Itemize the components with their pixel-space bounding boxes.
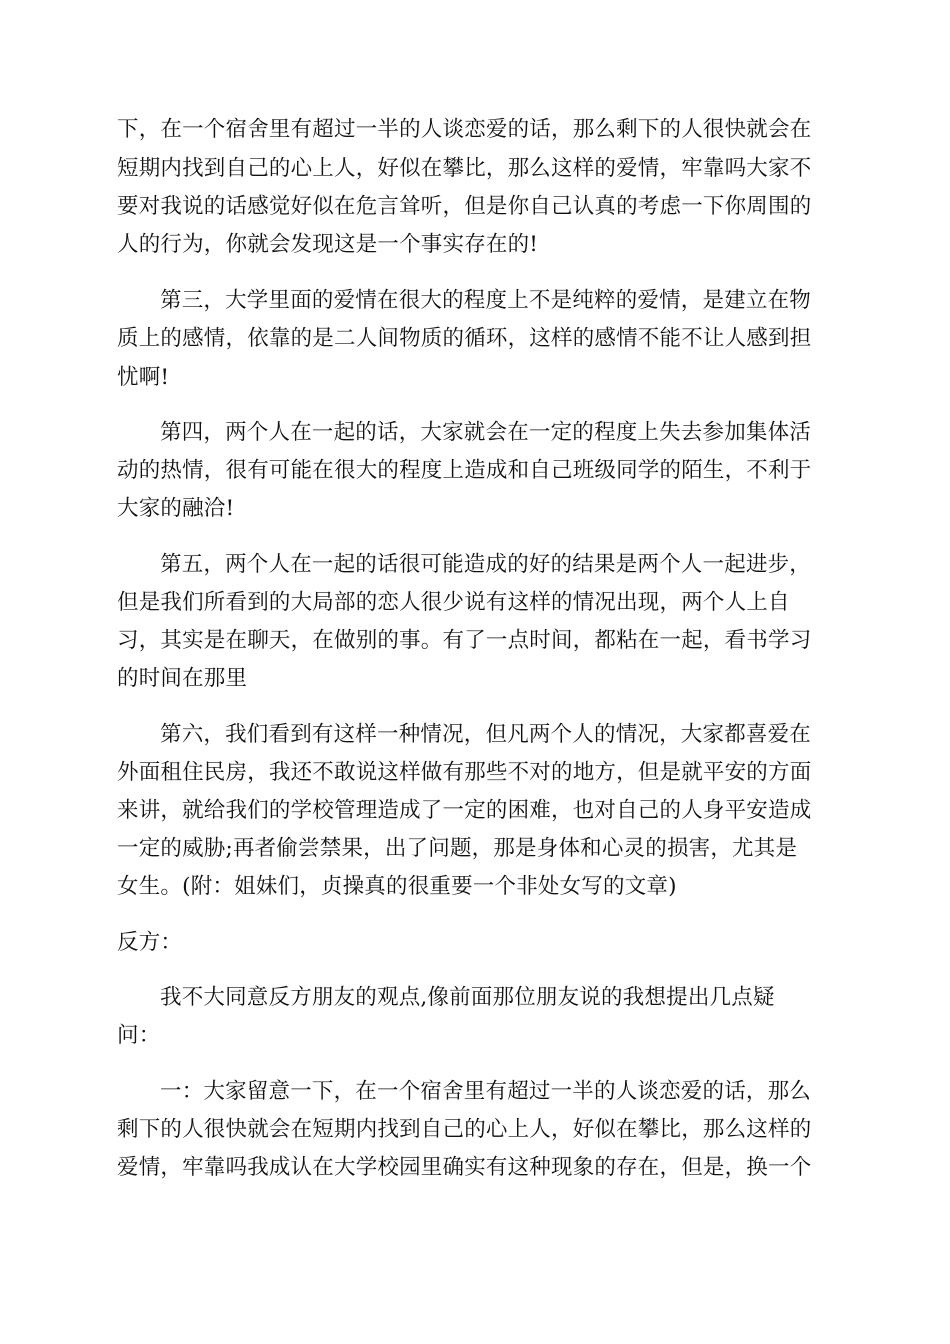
paragraph-line: 爱情，牢靠吗我成认在大学校园里确实有这种现象的存在，但是，换一个 [117, 1155, 812, 1180]
section-heading: 反方： [117, 930, 183, 955]
paragraph-line: 问： [117, 1023, 161, 1048]
paragraph-line: 短期内找到自己的心上人，好似在攀比，那么这样的爱情，牢靠吗大家不 [117, 156, 812, 181]
paragraph-line: 一定的威胁;再者偷尝禁果，出了问题，那是身体和心灵的损害，尤其是 [117, 836, 798, 861]
paragraph-line: 第四，两个人在一起的话，大家就会在一定的程度上失去参加集体活 [160, 420, 812, 445]
paragraph-line: 剩下的人很快就会在短期内找到自己的心上人，好似在攀比，那么这样的 [117, 1117, 812, 1142]
paragraph-line: 女生。(附：姐妹们，贞操真的很重要一个非处女写的文章) [117, 874, 677, 899]
paragraph-line: 来讲，就给我们的学校管理造成了一定的困难，也对自己的人身平安造成 [117, 798, 812, 823]
paragraph-line: 第三，大学里面的爱情在很大的程度上不是纯粹的爱情，是建立在物 [160, 288, 812, 313]
paragraph-line: 我不大同意反方朋友的观点,像前面那位朋友说的我想提出几点疑 [160, 985, 775, 1010]
paragraph-line: 动的热情，很有可能在很大的程度上造成和自己班级同学的陌生，不利于 [117, 458, 812, 483]
paragraph-line: 但是我们所看到的大局部的恋人很少说有这样的情况出现，两个人上自 [117, 590, 790, 615]
paragraph-line: 人的行为，你就会发现这是一个事实存在的! [117, 232, 539, 257]
paragraph-line: 外面租住民房，我还不敢说这样做有那些不对的地方，但是就平安的方面 [117, 760, 812, 785]
paragraph-line: 一：大家留意一下，在一个宿舍里有超过一半的人谈恋爱的话，那么 [160, 1079, 812, 1104]
paragraph-line: 第六，我们看到有这样一种情况，但凡两个人的情况，大家都喜爱在 [160, 722, 812, 747]
paragraph-line: 下，在一个宿舍里有超过一半的人谈恋爱的话，那么剩下的人很快就会在 [117, 117, 812, 142]
paragraph-line: 忧啊! [117, 365, 170, 390]
paragraph-line: 大家的融洽! [117, 496, 235, 521]
paragraph-line: 第五，两个人在一起的话很可能造成的好的结果是两个人一起进步， [160, 552, 812, 577]
paragraph-line: 习，其实是在聊天，在做别的事。有了一点时间，都粘在一起，看书学习 [117, 628, 812, 653]
paragraph-line: 要对我说的话感觉好似在危言耸听，但是你自己认真的考虑一下你周围的 [117, 194, 812, 219]
paragraph-line: 质上的感情，依靠的是二人间物质的循环，这样的感情不能不让人感到担 [117, 326, 812, 351]
paragraph-line: 的时间在那里 [117, 666, 248, 691]
